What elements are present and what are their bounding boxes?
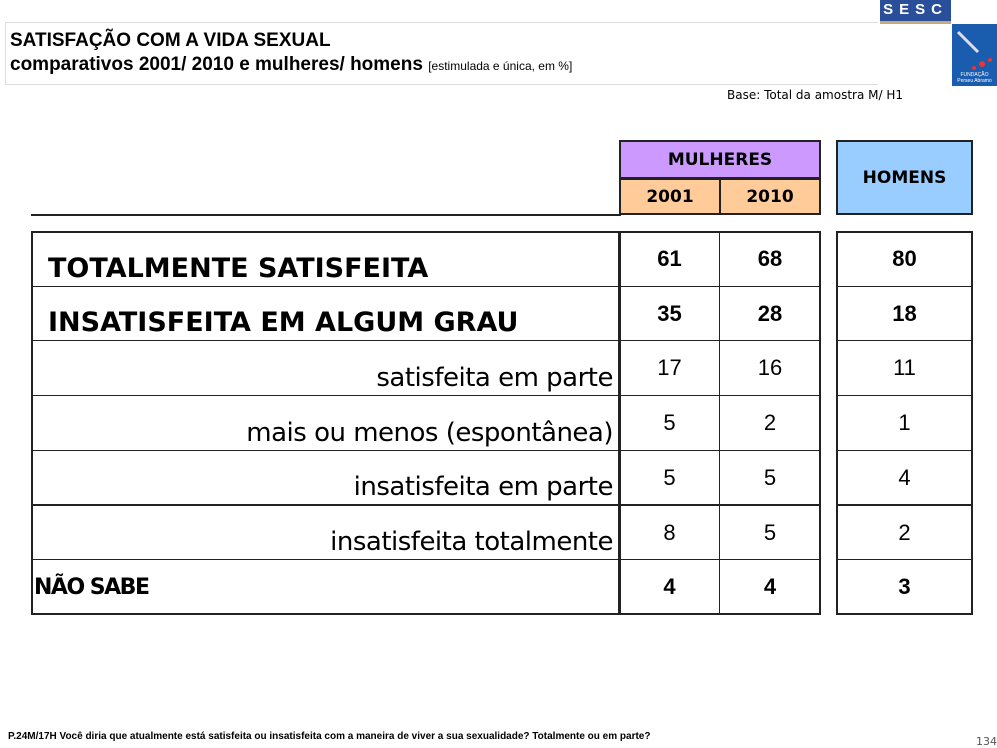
value-mulheres-2001: 61	[619, 231, 720, 287]
value-mulheres-2010: 68	[719, 231, 821, 287]
row-label: TOTALMENTE SATISFEITA	[31, 231, 620, 287]
value-mulheres-2001: 4	[619, 559, 720, 615]
value-mulheres-2010: 2	[719, 395, 821, 451]
row-label: NÃO SABE	[31, 559, 620, 615]
value-mulheres-2010: 28	[719, 286, 821, 342]
header-2010: 2010	[719, 178, 821, 215]
value-homens: 4	[836, 450, 973, 506]
value-mulheres-2001: 17	[619, 340, 720, 396]
header-homens: HOMENS	[836, 140, 973, 215]
value-homens: 2	[836, 505, 973, 561]
value-mulheres-2001: 35	[619, 286, 720, 342]
row-label: satisfeita em parte	[31, 340, 620, 396]
title-box	[5, 22, 878, 85]
value-mulheres-2001: 8	[619, 505, 720, 561]
question-footnote: P.24M/17H Você diria que atualmente está satisfeita ou insatisfeita com a maneira de viver a sua sexualidade? Totalmente ou em parte?	[8, 731, 651, 742]
sesc-logo: SESC	[880, 0, 951, 24]
title: SATISFAÇÃO COM A VIDA SEXUAL	[10, 30, 331, 51]
value-mulheres-2001: 5	[619, 395, 720, 451]
value-homens: 18	[836, 286, 973, 342]
value-homens: 3	[836, 559, 973, 615]
value-homens: 80	[836, 231, 973, 287]
header-2001: 2001	[619, 178, 721, 215]
header-mulheres: MULHERES	[619, 140, 821, 179]
value-mulheres-2010: 16	[719, 340, 821, 396]
value-mulheres-2010: 5	[719, 450, 821, 506]
row-label: insatisfeita em parte	[31, 450, 620, 506]
value-mulheres-2001: 5	[619, 450, 720, 506]
pen-icon	[952, 24, 997, 74]
fundacao-logo: FUNDAÇÃO Perseu Abramo	[952, 24, 997, 86]
row-label: insatisfeita totalmente	[31, 505, 620, 561]
value-mulheres-2010: 5	[719, 505, 821, 561]
value-homens: 11	[836, 340, 973, 396]
value-homens: 1	[836, 395, 973, 451]
page-number: 134	[976, 735, 997, 748]
base-note: Base: Total da amostra M/ H1	[727, 88, 904, 102]
header-divider	[31, 214, 621, 216]
row-label: INSATISFEITA EM ALGUM GRAU	[31, 286, 620, 342]
value-mulheres-2010: 4	[719, 559, 821, 615]
subtitle: comparativos 2001/ 2010 e mulheres/ homens	[10, 54, 423, 75]
subtitle-note: [estimulada e única, em %]	[428, 59, 573, 73]
row-label: mais ou menos (espontânea)	[31, 395, 620, 451]
